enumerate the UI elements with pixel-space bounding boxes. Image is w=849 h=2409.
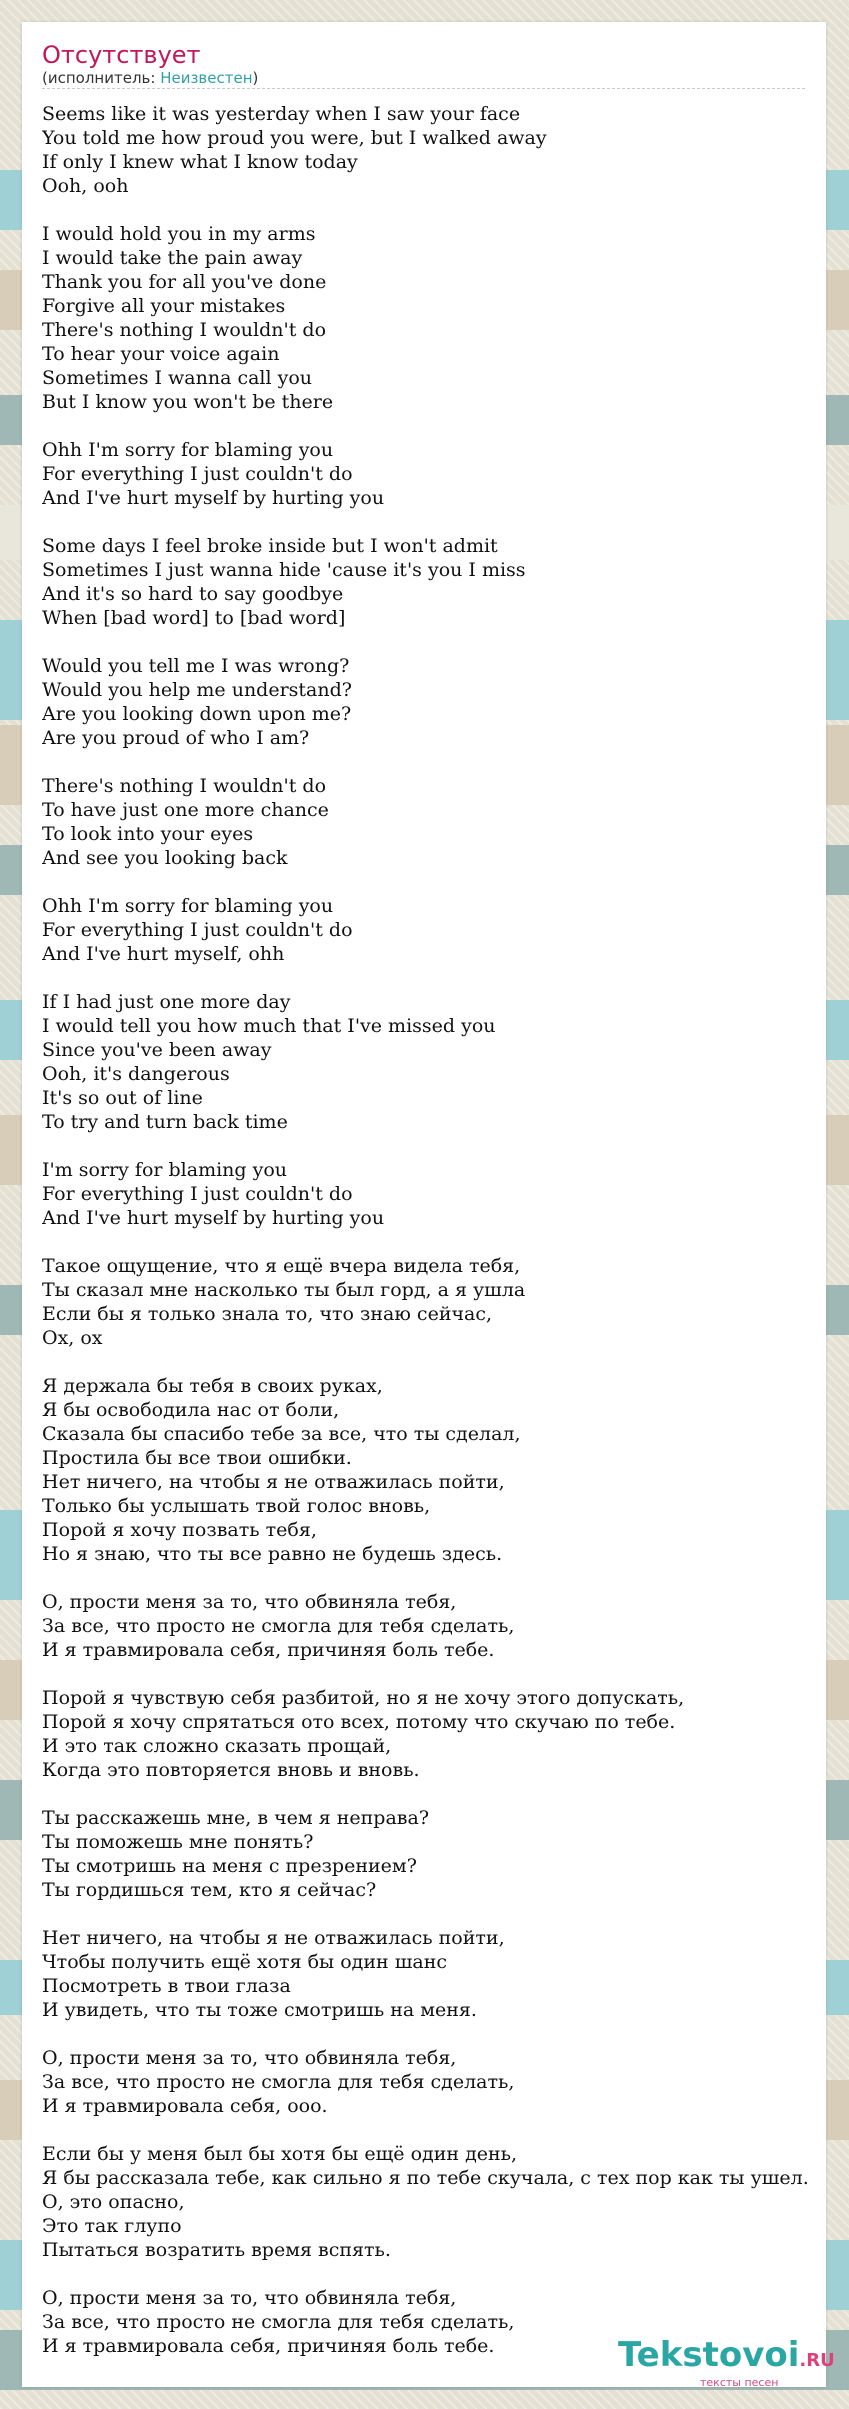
lyric-line: Когда это повторяется вновь и вновь.: [42, 1759, 420, 1781]
lyric-line: Ooh, ooh: [42, 175, 129, 197]
lyric-line: And it's so hard to say goodbye: [42, 583, 344, 605]
lyric-line: Ты расскажешь мне, в чем я неправа?: [42, 1807, 430, 1829]
lyric-line: To have just one more chance: [42, 799, 329, 821]
lyric-line: И я травмировала себя, ооо.: [42, 2095, 328, 2117]
lyric-line: И это так сложно сказать прощай,: [42, 1735, 392, 1757]
lyric-line: Я бы освободила нас от боли,: [42, 1399, 340, 1421]
lyric-line: I would take the pain away: [42, 247, 303, 269]
lyric-line: За все, что просто не смогла для тебя сделать,: [42, 2311, 515, 2333]
lyric-line: Такое ощущение, что я ещё вчера видела тебя,: [42, 1255, 521, 1277]
lyric-line: Ooh, it's dangerous: [42, 1063, 230, 1085]
lyric-line: Посмотреть в твои глаза: [42, 1975, 291, 1997]
lyric-line: Sometimes I just wanna hide 'cause it's you I miss: [42, 559, 526, 581]
lyric-line: Порой я чувствую себя разбитой, но я не хочу этого допускать,: [42, 1687, 685, 1709]
lyric-line: И я травмировала себя, причиняя боль тебе.: [42, 1639, 495, 1661]
lyric-line: Are you looking down upon me?: [42, 703, 352, 725]
lyric-line: Пытаться возратить время вспять.: [42, 2239, 391, 2261]
artist-suffix: ): [252, 69, 259, 87]
lyric-line: Если бы у меня был бы хотя бы ещё один день,: [42, 2143, 518, 2165]
lyric-line: Ты сказал мне насколько ты был горд, а я ушла: [42, 1279, 526, 1301]
lyric-line: Ох, ох: [42, 1327, 103, 1349]
lyric-line: Я бы рассказала тебе, как сильно я по тебе скучала, с тех пор как ты ушел.: [42, 2167, 809, 2189]
lyric-line: For everything I just couldn't do: [42, 919, 353, 941]
lyric-line: And I've hurt myself, ohh: [42, 943, 285, 965]
lyric-line: Thank you for all you've done: [42, 271, 327, 293]
lyric-line: Порой я хочу спрятаться ото всех, потому что скучаю по тебе.: [42, 1711, 676, 1733]
lyric-line: I'm sorry for blaming you: [42, 1159, 288, 1181]
lyric-line: Sometimes I wanna call you: [42, 367, 313, 389]
lyric-line: Ты смотришь на меня с презрением?: [42, 1855, 417, 1877]
lyric-line: Would you tell me I was wrong?: [42, 655, 350, 677]
lyric-line: When [bad word] to [bad word]: [42, 607, 346, 629]
lyrics-text: [42, 102, 849, 2358]
lyric-line: Would you help me understand?: [42, 679, 352, 701]
lyric-line: За все, что просто не смогла для тебя сделать,: [42, 2071, 515, 2093]
lyric-line: Порой я хочу позвать тебя,: [42, 1519, 317, 1541]
lyric-line: Сказала бы спасибо тебе за все, что ты сделал,: [42, 1423, 521, 1445]
lyric-line: И я травмировала себя, причиняя боль тебе.: [42, 2335, 495, 2357]
lyric-line: Ohh I'm sorry for blaming you: [42, 439, 334, 461]
lyric-line: You told me how proud you were, but I walked away: [42, 127, 547, 149]
lyric-line: О, это опасно,: [42, 2191, 185, 2213]
lyric-line: За все, что просто не смогла для тебя сделать,: [42, 1615, 515, 1637]
lyric-line: But I know you won't be there: [42, 391, 334, 413]
lyric-line: For everything I just couldn't do: [42, 463, 353, 485]
lyric-line: To look into your eyes: [42, 823, 254, 845]
logo-name: Tekstovoi: [618, 2335, 800, 2375]
lyric-line: Если бы я только знала то, что знаю сейчас,: [42, 1303, 493, 1325]
lyric-line: Простила бы все твои ошибки.: [42, 1447, 352, 1469]
lyric-line: Нет ничего, на чтобы я не отважилась пойти,: [42, 1927, 505, 1949]
lyric-line: And I've hurt myself by hurting you: [42, 1207, 385, 1229]
lyric-line: It's so out of line: [42, 1087, 203, 1109]
site-logo[interactable]: [618, 2336, 835, 2380]
lyric-line: If I had just one more day: [42, 991, 291, 1013]
lyric-line: Чтобы получить ещё хотя бы один шанс: [42, 1951, 447, 1973]
artist-prefix: (исполнитель:: [42, 69, 161, 87]
artist-link[interactable]: Неизвестен: [160, 69, 253, 87]
lyric-line: Только бы услышать твой голос вновь,: [42, 1495, 431, 1517]
lyric-line: И увидеть, что ты тоже смотришь на меня.: [42, 1999, 477, 2021]
lyric-line: Seems like it was yesterday when I saw your face: [42, 103, 521, 125]
lyric-line: There's nothing I wouldn't do: [42, 319, 327, 341]
lyric-line: And see you looking back: [42, 847, 288, 869]
lyric-line: Я держала бы тебя в своих руках,: [42, 1375, 383, 1397]
lyric-line: If only I knew what I know today: [42, 151, 358, 173]
lyric-line: О, прости меня за то, что обвиняла тебя,: [42, 1591, 457, 1613]
lyric-line: Но я знаю, что ты все равно не будешь здесь.: [42, 1543, 503, 1565]
lyric-line: I would tell you how much that I've missed you: [42, 1015, 496, 1037]
lyric-line: Since you've been away: [42, 1039, 272, 1061]
title-divider: [42, 88, 805, 89]
lyric-line: Это так глупо: [42, 2215, 182, 2237]
lyric-line: Are you proud of who I am?: [42, 727, 310, 749]
lyric-line: Нет ничего, на чтобы я не отважилась пойти,: [42, 1471, 505, 1493]
lyric-line: To hear your voice again: [42, 343, 280, 365]
lyric-line: And I've hurt myself by hurting you: [42, 487, 385, 509]
lyric-line: О, прости меня за то, что обвиняла тебя,: [42, 2047, 457, 2069]
lyric-line: To try and turn back time: [42, 1111, 288, 1133]
lyric-line: I would hold you in my arms: [42, 223, 316, 245]
logo-tld: .RU: [799, 2350, 835, 2371]
song-title: Отсутствует: [42, 41, 201, 69]
artist-line: [42, 69, 258, 87]
lyric-line: Ты поможешь мне понять?: [42, 1831, 314, 1853]
logo-tagline: тексты песен: [700, 2376, 779, 2389]
lyric-line: Ты гордишься тем, кто я сейчас?: [42, 1879, 377, 1901]
lyric-line: О, прости меня за то, что обвиняла тебя,: [42, 2287, 457, 2309]
lyric-line: Forgive all your mistakes: [42, 295, 286, 317]
lyric-line: There's nothing I wouldn't do: [42, 775, 327, 797]
lyric-line: For everything I just couldn't do: [42, 1183, 353, 1205]
lyric-line: Some days I feel broke inside but I won't admit: [42, 535, 498, 557]
lyric-line: Ohh I'm sorry for blaming you: [42, 895, 334, 917]
